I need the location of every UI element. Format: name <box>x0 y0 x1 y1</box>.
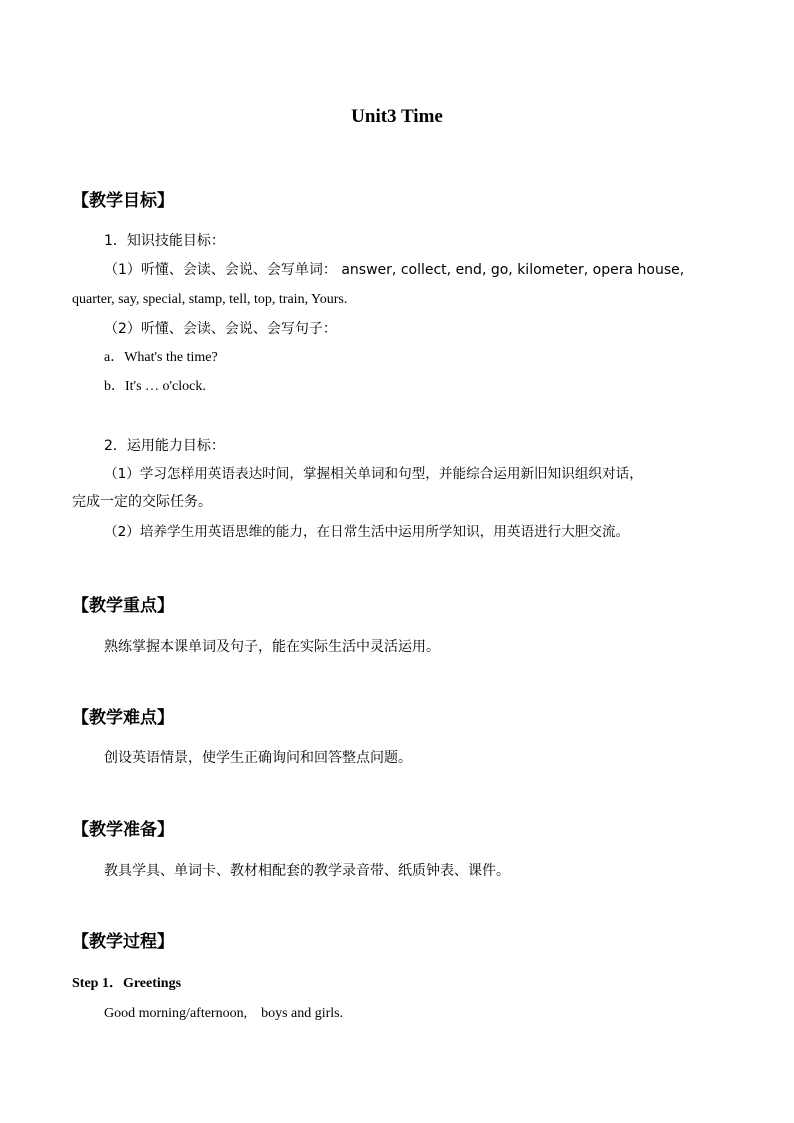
vocabulary-goal-line2: quarter, say, special, stamp, tell, top, train, Yours. <box>72 292 348 307</box>
application-goal-line1: （1）学习怎样用英语表达时间，掌握相关单词和句型，并能综合运用新旧知识组织对话， <box>104 466 643 482</box>
knowledge-skill-goal-label: 1．知识技能目标： <box>104 233 225 249</box>
step-1-text: Good morning/afternoon, boys and girls. <box>104 1006 344 1021</box>
sentence-a: a．What's the time? <box>104 350 218 365</box>
heading-teaching-goals: 【教学目标】 <box>72 191 174 211</box>
vocabulary-goal-line1: （1）听懂、会读、会说、会写单词： answer, collect, end, go, kilometer, opera house, <box>104 262 685 278</box>
difficulties-text: 创设英语情景，使学生正确询问和回答整点问题。 <box>104 750 412 766</box>
application-goal-label: 2．运用能力目标： <box>104 438 225 454</box>
heading-teaching-process: 【教学过程】 <box>72 932 174 952</box>
document-title: Unit3 Time <box>351 106 443 127</box>
step-1-title: Step 1．Greetings <box>72 976 182 991</box>
preparation-text: 教具学具、单词卡、教材相配套的教学录音带、纸质钟表、课件。 <box>104 863 510 879</box>
heading-preparation: 【教学准备】 <box>72 820 174 840</box>
key-points-text: 熟练掌握本课单词及句子，能在实际生活中灵活运用。 <box>104 639 440 655</box>
heading-difficulties: 【教学难点】 <box>72 708 174 728</box>
application-goal-line3: （2）培养学生用英语思维的能力，在日常生活中运用所学知识，用英语进行大胆交流。 <box>104 524 630 540</box>
sentence-b: b．It's … o'clock. <box>104 379 206 394</box>
heading-key-points: 【教学重点】 <box>72 596 174 616</box>
application-goal-line2: 完成一定的交际任务。 <box>72 494 212 510</box>
sentence-goal-label: （2）听懂、会读、会说、会写句子： <box>104 321 337 337</box>
